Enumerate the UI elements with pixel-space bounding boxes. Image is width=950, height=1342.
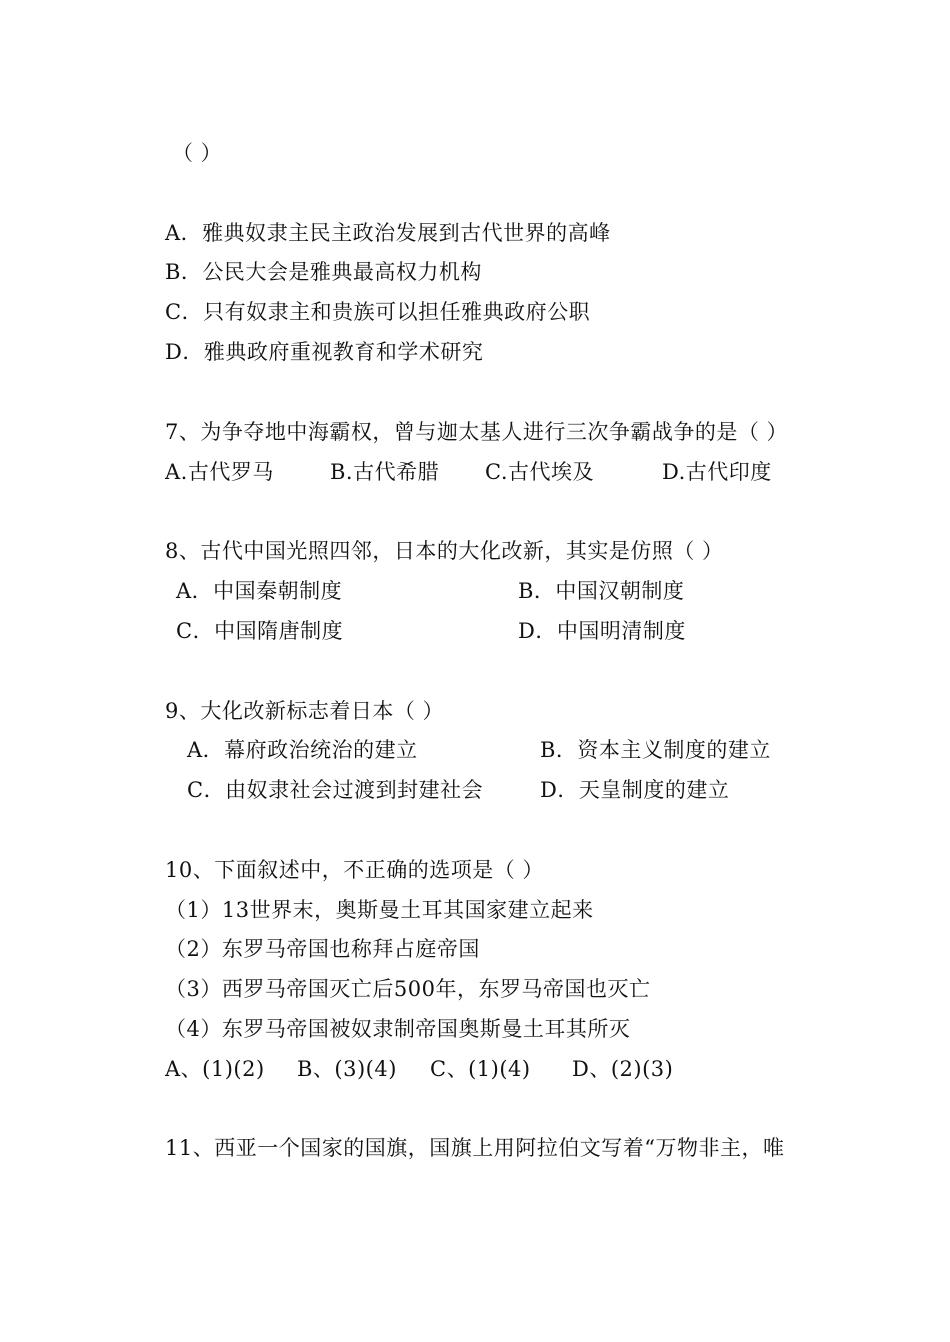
q9-option-a: A．幕府政治统治的建立	[187, 738, 418, 762]
q11-stem: 11、西亚一个国家的国旗，国旗上用阿拉伯文写着“万物非主，唯	[165, 1136, 785, 1160]
q7-stem: 7、为争夺地中海霸权，曾与迦太基人进行三次争霸战争的是（ ）	[165, 420, 789, 444]
q8-option-d: D．中国明清制度	[518, 619, 686, 643]
q10-stem: 10、下面叙述中，不正确的选项是（ ）	[165, 858, 544, 882]
q9-option-c: C．由奴隶社会过渡到封建社会	[187, 778, 484, 802]
q10-statement-4: （4）东罗马帝国被奴隶制帝国奥斯曼土耳其所灭	[165, 1017, 631, 1041]
q10-option-d: D、(2)(3)	[572, 1057, 674, 1081]
q8-option-b: B．中国汉朝制度	[518, 579, 685, 603]
q8-option-c: C．中国隋唐制度	[176, 619, 344, 643]
q6-option-d: D．雅典政府重视教育和学术研究	[165, 340, 484, 364]
q8-option-a: A．中国秦朝制度	[176, 579, 343, 603]
q7-option-d: D.古代印度	[662, 460, 772, 484]
q6-option-b: B．公民大会是雅典最高权力机构	[165, 260, 482, 284]
q10-option-b: B、(3)(4)	[297, 1057, 397, 1081]
q10-statement-3: （3）西罗马帝国灭亡后500年，东罗马帝国也灭亡	[165, 977, 651, 1001]
q6-option-a: A．雅典奴隶主民主政治发展到古代世界的高峰	[165, 221, 611, 245]
q10-option-c: C、(1)(4)	[430, 1057, 531, 1081]
q9-option-b: B．资本主义制度的建立	[540, 738, 771, 762]
q7-option-a: A.古代罗马	[165, 460, 274, 484]
q8-stem: 8、古代中国光照四邻，日本的大化改新，其实是仿照（ ）	[165, 539, 724, 563]
q9-option-d: D．天皇制度的建立	[540, 778, 730, 802]
q7-option-b: B.古代希腊	[330, 460, 440, 484]
q10-statement-1: （1）13世界末，奥斯曼土耳其国家建立起来	[165, 898, 594, 922]
q9-stem: 9、大化改新标志着日本（ ）	[165, 699, 445, 723]
q7-option-c: C.古代埃及	[485, 460, 594, 484]
q6-answer-paren: （ ）	[172, 141, 223, 165]
q6-option-c: C．只有奴隶主和贵族可以担任雅典政府公职	[165, 300, 591, 324]
q10-option-a: A、(1)(2)	[165, 1057, 265, 1081]
q10-statement-2: （2）东罗马帝国也称拜占庭帝国	[165, 937, 480, 961]
